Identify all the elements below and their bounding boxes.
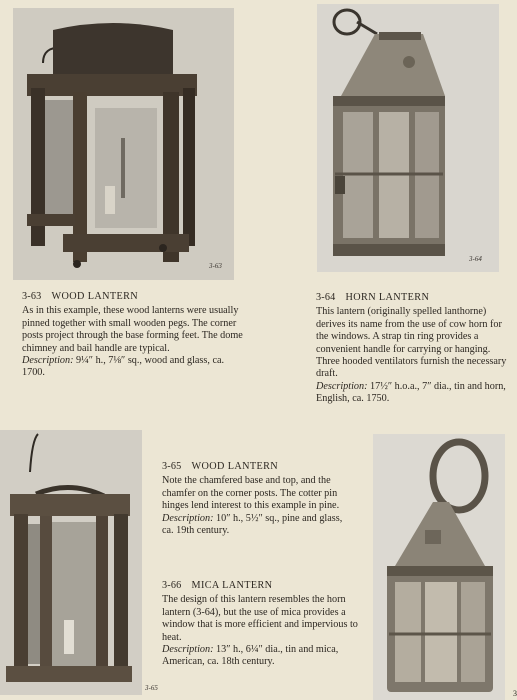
entry-number: 3-65 (162, 461, 182, 472)
catalog-entry-3-63 (22, 291, 244, 380)
entry-body: The design of this lantern resembles the horn lantern (3-64), but the use of mica provides a window that is more efficient and impervious to heat. (162, 594, 358, 643)
description-text: 17½″ h.o.a., 7″ dia., tin and horn, English, ca. 1750. (316, 380, 506, 405)
entry-title: HORN LANTERN (345, 292, 430, 303)
photo-caption-3-63: 3-63 (209, 262, 222, 270)
photo-mica-lantern-3-66 (373, 434, 505, 700)
description-text: 9¼″ h., 7⅛″ sq., wood and glass, ca. 1700. (22, 355, 225, 379)
mica-lantern-illustration (373, 434, 505, 700)
entry-number: 3-64 (316, 292, 336, 303)
description-label: Description: (316, 380, 368, 392)
description-label: Description: (162, 644, 214, 656)
entry-description (22, 355, 244, 380)
description-label: Description: (22, 355, 74, 367)
photo-wood-lantern-3-63 (13, 8, 234, 280)
page-number: 3 (513, 689, 517, 698)
entry-body: As in this example, these wood lanterns were usually pinned together with small wooden pegs. The corner posts project through the base forming feet. The dome chimney and bail handle are typical. (22, 305, 243, 354)
wood-lantern-2-illustration (0, 430, 142, 695)
photo-caption-3-64: 3-64 (469, 255, 482, 263)
description-text: 13″ h., 6¼″ dia., tin and mica, American, ca. 18th century. (162, 644, 339, 668)
entry-description (162, 644, 360, 669)
description-label: Description: (162, 512, 214, 524)
photo-caption-3-65: 3-65 (145, 684, 158, 692)
entry-title: MICA LANTERN (191, 580, 273, 591)
entry-number: 3-63 (22, 291, 42, 302)
wood-lantern-illustration (13, 8, 234, 280)
catalog-entry-3-65 (162, 461, 354, 537)
photo-wood-lantern-3-65 (0, 430, 142, 695)
catalog-entry-3-64 (316, 292, 512, 406)
entry-body: This lantern (originally spelled lanthorne) derives its name from the use of cow horn for the windows. A strap tin ring provides a convenient handle for carrying or hanging. Three hooded ventilators furnish the necessary draft. (316, 306, 507, 380)
photo-horn-lantern-3-64 (317, 4, 499, 272)
entry-number: 3-66 (162, 580, 182, 591)
entry-description (316, 381, 512, 406)
entry-title: WOOD LANTERN (51, 291, 139, 302)
horn-lantern-illustration (317, 4, 499, 272)
entry-title: WOOD LANTERN (191, 461, 279, 472)
catalog-entry-3-66 (162, 580, 360, 669)
entry-body: Note the chamfered base and top, and the chamfer on the corner posts. The cotter pin hinges lend interest to this example in pine. (162, 475, 340, 512)
entry-description (162, 513, 354, 538)
description-text: 10″ h., 5½″ sq., pine and glass, ca. 19th century. (162, 512, 343, 537)
